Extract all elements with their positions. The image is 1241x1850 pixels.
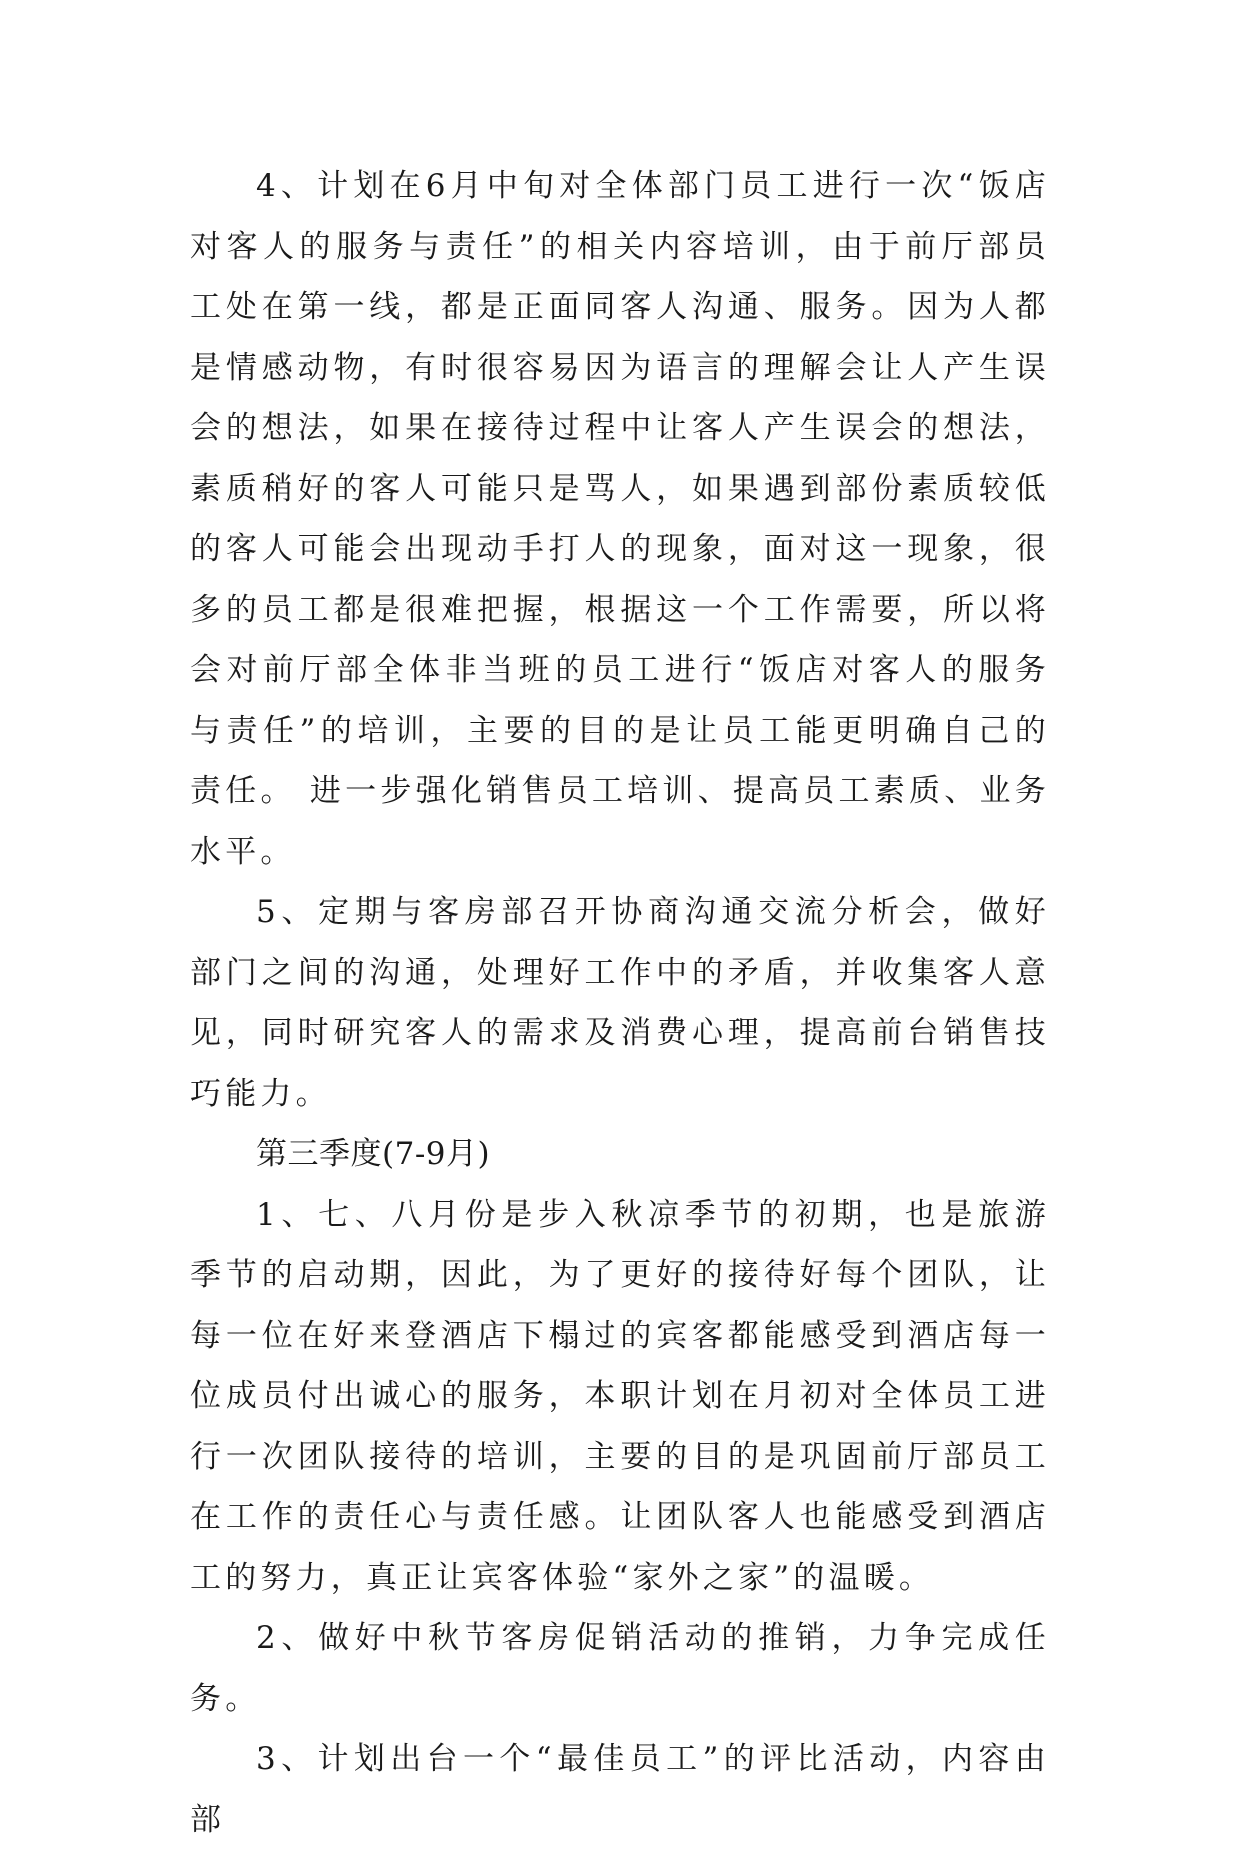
paragraph-item-1-team-training: 1、七、八月份是步入秋凉季节的初期，也是旅游季节的启动期，因此，为了更好的接待好每个团队，让每一位在好来登酒店下榻过的宾客都能感受到酒店每一位成员付出诚心的服务，本职计划在月初对全体员工进行一次团队接待的培训，主要的目的是巩固前厅部员工在工作的责任心与责任感。让团队客人也能感受到酒店工的努力，真正让宾客体验“家外之家”的温暖。 bbox=[190, 1196, 1050, 1596]
document-body bbox=[190, 156, 1050, 1850]
paragraph-item-4-training: 4、计划在6月中旬对全体部门员工进行一次“饭店对客人的服务与责任”的相关内容培训，由于前厅部员工处在第一线，都是正面同客人沟通、服务。因为人都是情感动物，有时很容易因为语言的理解会让人产生误会的想法，如果在接待过程中让客人产生误会的想法，素质稍好的客人可能只是骂人，如果遇到部份素质较低的客人可能会出现动手打人的现象，面对这一现象，很多的员工都是很难把握，根据这一个工作需要，所以将会对前厅部全体非当班的员工进行“饭店对客人的服务与责任”的培训，主要的目的是让员工能更明确自己的责任。 进一步强化销售员工培训、提高员工素质、业务水平。 bbox=[190, 168, 1050, 870]
paragraph-item-3-best-employee: 3、计划出台一个“最佳员工”的评比活动，内容由部 bbox=[190, 1741, 1050, 1838]
paragraph-item-5-meeting: 5、定期与客房部召开协商沟通交流分析会，做好部门之间的沟通，处理好工作中的矛盾，并收集客人意见，同时研究客人的需求及消费心理，提高前台销售技巧能力。 bbox=[190, 894, 1050, 1112]
paragraph-item-2-mid-autumn: 2、做好中秋节客房促销活动的推销，力争完成任务。 bbox=[190, 1620, 1050, 1717]
section-heading-q3: 第三季度(7-9月) bbox=[256, 1136, 491, 1172]
